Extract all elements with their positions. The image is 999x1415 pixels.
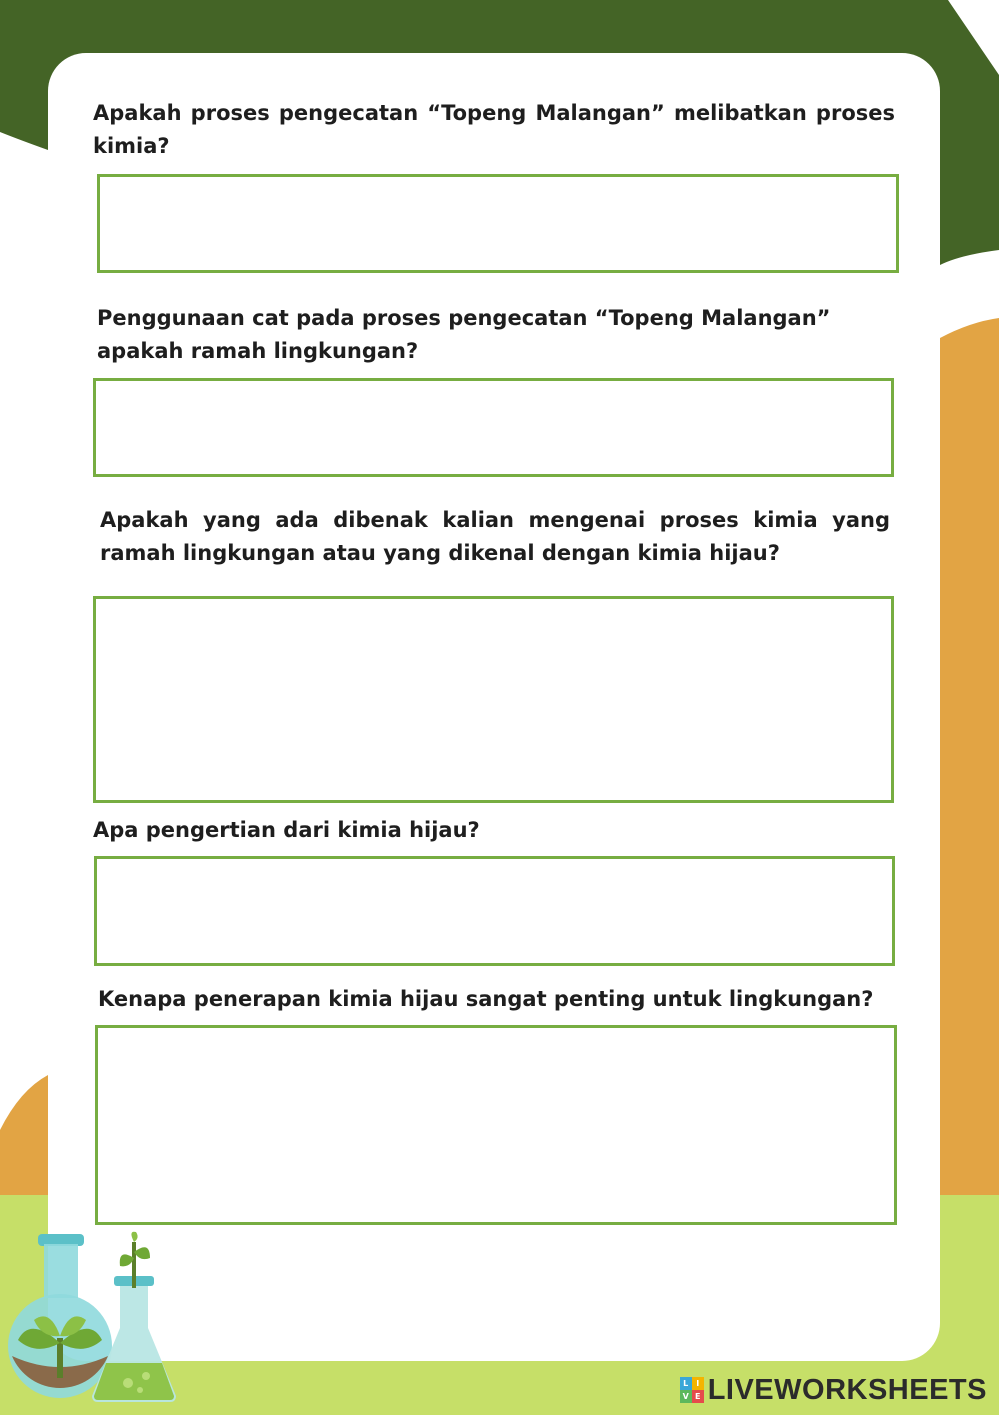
logo-letter-v: V [680, 1390, 692, 1403]
answer-box-5[interactable] [95, 1025, 897, 1225]
logo-letter-e: E [692, 1390, 704, 1403]
answer-box-3[interactable] [93, 596, 894, 803]
logo-letter-i: I [692, 1377, 704, 1390]
liveworksheets-logo [680, 1373, 987, 1407]
liveworksheets-wordmark: LIVEWORKSHEETS [707, 1373, 987, 1406]
question-2-text: Penggunaan cat pada proses pengecatan “Topeng Malangan” apakah ramah lingkungan? [97, 306, 831, 363]
question-1-text: Apakah proses pengecatan “Topeng Malangan” melibatkan proses kimia? [93, 101, 895, 158]
logo-letter-l: L [680, 1377, 692, 1390]
question-5-text: Kenapa penerapan kimia hijau sangat penting untuk lingkungan? [98, 987, 874, 1011]
question-4-text: Apa pengertian dari kimia hijau? [93, 818, 480, 842]
question-3-text: Apakah yang ada dibenak kalian mengenai proses kimia yang ramah lingkungan atau yang dikenal dengan kimia hijau? [100, 508, 890, 565]
liveworksheets-mark [680, 1377, 704, 1403]
left-orange-band [0, 1075, 48, 1200]
answer-box-4[interactable] [94, 856, 895, 966]
chemistry-flasks-with-plant-icon [0, 1228, 190, 1408]
right-orange-band [940, 318, 999, 1200]
answer-box-1[interactable] [97, 174, 899, 273]
answer-box-2[interactable] [93, 378, 894, 477]
